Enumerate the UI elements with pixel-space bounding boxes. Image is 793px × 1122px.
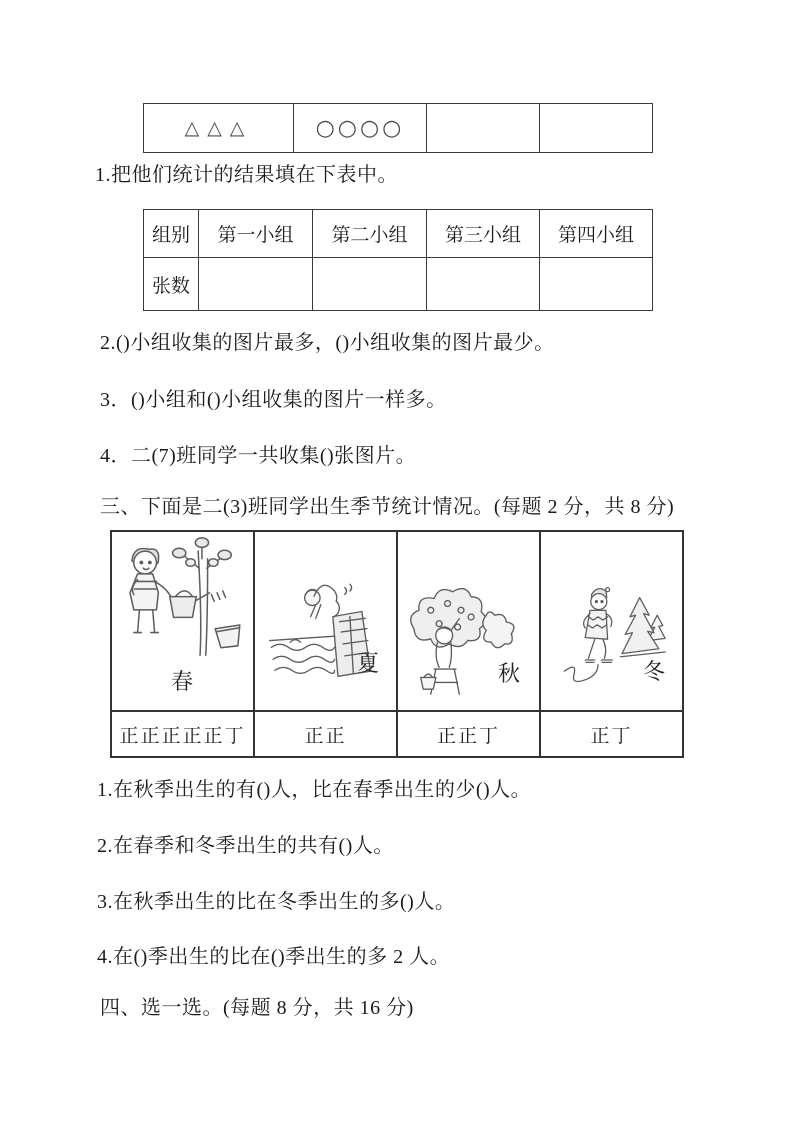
season-question-3: 3.在秋季出生的比在冬季出生的多()人。 [97,891,456,913]
shapes-cell-empty [540,104,653,153]
row-label-sheets: 张数 [144,258,199,311]
season-cell-winter [540,531,683,711]
question-1-intro: 1.把他们统计的结果填在下表中。 [95,164,398,186]
answer-cell [313,258,427,311]
header-cell-group3: 第三小组 [427,210,540,258]
tally-cell-winter: 正丁 [540,711,683,757]
season-question-1: 1.在秋季出生的有()人，比在春季出生的少()人。 [97,779,532,801]
seasons-table [110,530,684,758]
header-cell-group: 组别 [144,210,199,258]
shapes-cell-empty [427,104,540,153]
groups-header-row [144,210,653,258]
spring-watering-illustration [115,536,251,678]
tally-cell-summer: 正正 [254,711,397,757]
question-3: 3．()小组和()小组收集的图片一样多。 [100,389,447,411]
header-cell-group1: 第一小组 [199,210,313,258]
circle-icons: ○○○○ [315,115,405,141]
header-cell-group4: 第四小组 [540,210,653,258]
season-question-4: 4.在()季出生的比在()季出生的多 2 人。 [97,946,451,968]
season-cell-spring [111,531,254,711]
season-cell-summer [254,531,397,711]
answer-cell [199,258,313,311]
season-label-spring: 春 [170,669,193,694]
season-label-autumn: 秋 [497,661,520,686]
section-4-title: 四、选一选。(每题 8 分，共 16 分) [100,997,414,1019]
seasons-picture-row [111,531,683,711]
question-4: 4．二(7)班同学一共收集()张图片。 [100,445,417,467]
question-2: 2.()小组收集的图片最多，()小组收集的图片最少。 [100,332,555,354]
shapes-cell-triangles [144,104,294,153]
tally-cell-spring: 正正正正正丁 [111,711,254,757]
tally-cell-autumn: 正正丁 [397,711,540,757]
season-label-winter: 冬 [642,659,665,684]
season-cell-autumn [397,531,540,711]
answer-cell [427,258,540,311]
season-question-2: 2.在春季和冬季出生的共有()人。 [97,835,394,857]
shapes-row [144,104,653,153]
seasons-tally-row [111,711,683,757]
shapes-cell-circles [294,104,427,153]
triangle-icons: △△△ [184,116,253,139]
answer-cell [540,258,653,311]
season-label-summer: 夏 [356,651,379,676]
header-cell-group2: 第二小组 [313,210,427,258]
section-3-title: 三、下面是二(3)班同学出生季节统计情况。(每题 2 分，共 8 分) [100,496,675,518]
shapes-table [143,103,653,153]
groups-data-row [144,258,653,311]
groups-table [143,209,653,311]
